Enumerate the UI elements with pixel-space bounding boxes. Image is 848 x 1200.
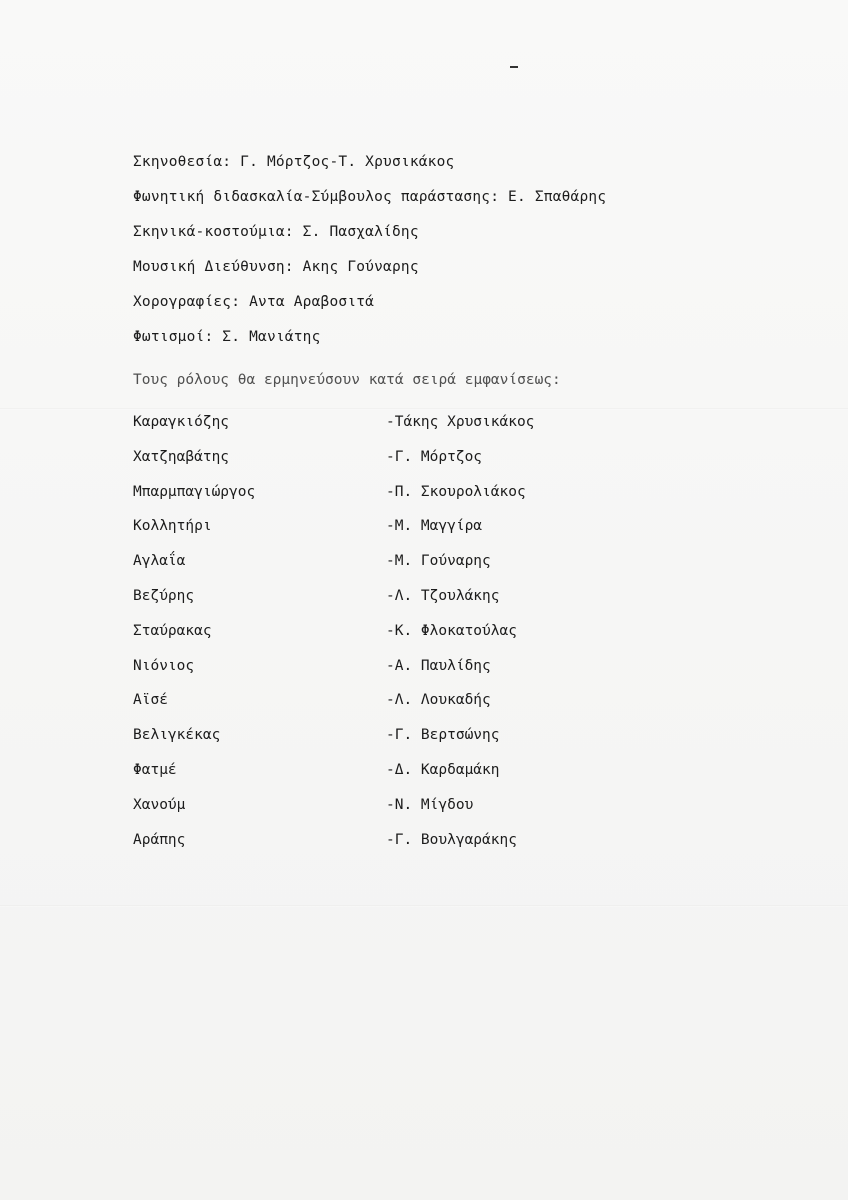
actor-name: -Γ. Βερτσώνης xyxy=(386,727,500,744)
actor-name: -Π. Σκουρολιάκος xyxy=(386,483,526,500)
role-name: Κολλητήρι xyxy=(133,518,212,535)
role-name: Χανούμ xyxy=(133,796,186,813)
cast-row xyxy=(133,518,653,553)
role-name: Φατμέ xyxy=(133,761,177,778)
role-name: Καραγκιόζης xyxy=(133,414,230,430)
credit-direction: Σκηνοθεσία: Γ. Μόρτζος-Τ. Χρυσικάκος xyxy=(133,154,455,170)
actor-name: -Δ. Καρδαμάκη xyxy=(386,761,500,778)
cast-row xyxy=(133,449,653,484)
role-name: Αϊσέ xyxy=(133,692,168,709)
paper-fold-line xyxy=(0,905,848,907)
actor-name: -Λ. Λουκαδής xyxy=(386,692,491,709)
credit-lighting: Φωτισμοί: Σ. Μανιάτης xyxy=(133,329,321,345)
actor-name: -Γ. Μόρτζος xyxy=(386,448,483,465)
role-name: Χατζηαβάτης xyxy=(133,448,230,465)
credit-choreography: Χορογραφίες: Αντα Αραβοσιτά xyxy=(133,294,375,310)
actor-name: -Μ. Μαγγίρα xyxy=(386,518,483,535)
cast-row xyxy=(133,553,653,588)
actor-name: -Μ. Γούναρης xyxy=(386,553,491,570)
cast-row xyxy=(133,623,653,658)
cast-row xyxy=(133,588,653,623)
paper-fold-line xyxy=(0,408,848,410)
credit-music: Μουσική Διεύθυνση: Ακης Γούναρης xyxy=(133,259,419,275)
role-name: Σταύρακας xyxy=(133,622,212,639)
actor-name: -Τάκης Χρυσικάκος xyxy=(386,414,535,430)
actor-name: -Γ. Βουλγαράκης xyxy=(386,831,517,848)
cast-row xyxy=(133,832,653,867)
credit-sets-costumes: Σκηνικά-κοστούμια: Σ. Πασχαλίδης xyxy=(133,224,419,240)
role-name: Μπαρμπαγιώργος xyxy=(133,483,256,500)
role-name: Βελιγκέκας xyxy=(133,727,221,744)
credit-voice-coaching: Φωνητική διδασκαλία-Σύμβουλος παράστασης: Ε. Σπαθάρης xyxy=(133,189,607,205)
actor-name: -Α. Παυλίδης xyxy=(386,657,491,674)
role-name: Αράπης xyxy=(133,831,186,848)
cast-row xyxy=(133,692,653,727)
cast-row xyxy=(133,762,653,797)
cast-row xyxy=(133,484,653,519)
role-name: Βεζύρης xyxy=(133,587,195,604)
actor-name: -Κ. Φλοκατούλας xyxy=(386,622,517,639)
ink-mark xyxy=(510,66,518,68)
cast-intro: Τους ρόλους θα ερμηνεύσουν κατά σειρά εμφανίσεως: xyxy=(133,372,561,388)
cast-row xyxy=(133,658,653,693)
actor-name: -Λ. Τζουλάκης xyxy=(386,587,500,604)
cast-list xyxy=(133,414,653,866)
cast-row xyxy=(133,797,653,832)
actor-name: -Ν. Μίγδου xyxy=(386,796,474,813)
cast-row xyxy=(133,414,653,449)
role-name: Νιόνιος xyxy=(133,657,195,674)
role-name: Αγλαΐα xyxy=(133,553,186,570)
cast-row xyxy=(133,727,653,762)
